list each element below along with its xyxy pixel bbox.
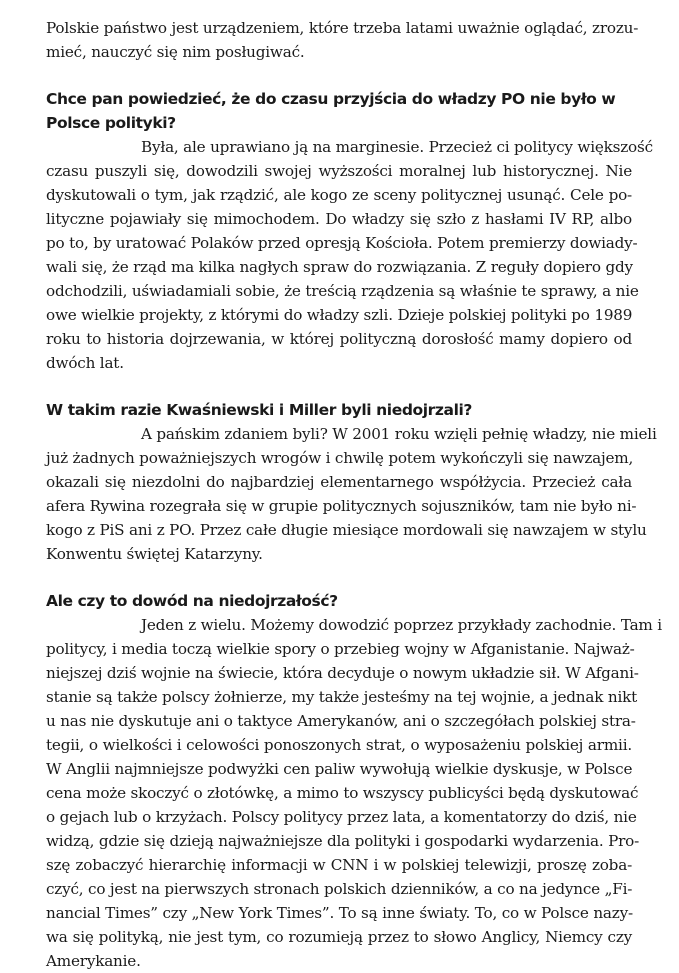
section-gap	[46, 64, 632, 87]
text-line: Konwentu świętej Katarzyny.	[46, 545, 263, 563]
text-line: czasu puszyli się, dowodzili swojej wyższości moralnej lub historycznej. Nie	[46, 162, 632, 180]
text-line: afera Rywina rozegrała się w grupie politycznych sojuszników, tam nie było ni-	[46, 497, 637, 515]
interview-question	[46, 398, 632, 422]
text-line: politycy, i media toczą wielkie spory o przebieg wojny w Afganistanie. Najważ-	[46, 640, 635, 658]
text-line: nancial Times” czy „New York Times”. To są inne światy. To, co w Polsce nazy-	[46, 904, 633, 922]
text-line: dwóch lat.	[46, 354, 124, 372]
section-gap	[46, 375, 632, 398]
text-line: wali się, że rząd ma kilka nagłych spraw do rozwiązania. Z reguły dopiero gdy	[46, 258, 633, 276]
text-line: po to, by uratować Polaków przed opresją Kościoła. Potem premierzy dowiady-	[46, 234, 638, 252]
text-line: lityczne pojawiały się mimochodem. Do władzy się szło z hasłami IV RP, albo	[46, 210, 632, 228]
text-line: Amerykanie.	[46, 952, 141, 970]
text-line: cena może skoczyć o złotówkę, a mimo to wszyscy publicyści będą dyskutować	[46, 784, 639, 802]
text-line: już żadnych poważniejszych wrogów i chwilę potem wykończyli się nawzajem,	[46, 449, 634, 467]
answer-paragraph	[46, 135, 653, 375]
text-line: szę zobaczyć hierarchię informacji w CNN i w polskiej telewizji, proszę zoba-	[46, 856, 632, 874]
text-line: mieć, nauczyć się nim posługiwać.	[46, 43, 305, 61]
interview-question	[46, 87, 632, 135]
text-line: u nas nie dyskutuje ani o taktyce Amerykanów, ani o szczegółach polskiej stra-	[46, 712, 636, 730]
text-line: czyć, co jest na pierwszych stronach polskich dzienników, a co na jedynce „Fi-	[46, 880, 633, 898]
book-page	[46, 16, 662, 973]
text-line: roku to historia dojrzewania, w której polityczną dorosłość mamy dopiero od	[46, 330, 632, 348]
text-line: owe wielkie projekty, z którymi do władzy szli. Dzieje polskiej polityki po 1989	[46, 306, 633, 324]
interview-question	[46, 589, 632, 613]
question-line: Ale czy to dowód na niedojrzałość?	[46, 592, 338, 610]
text-line: wa się polityką, nie jest tym, co rozumieją przez to słowo Anglicy, Niemcy czy	[46, 928, 632, 946]
text-line: niejszej dziś wojnie na świecie, która decyduje o nowym układzie sił. W Afgani-	[46, 664, 639, 682]
text-line: o gejach lub o krzyżach. Polscy politycy przez lata, a komentatorzy do dziś, nie	[46, 808, 637, 826]
text-line: odchodzili, uświadamiali sobie, że treścią rządzenia są właśnie te sprawy, a nie	[46, 282, 639, 300]
question-line: Polsce polityki?	[46, 114, 176, 132]
question-line: Chce pan powiedzieć, że do czasu przyjścia do władzy PO nie było w	[46, 90, 616, 108]
text-line: Polskie państwo jest urządzeniem, które trzeba latami uważnie oglądać, zrozu-	[46, 19, 639, 37]
text-line: widzą, gdzie się dzieją najważniejsze dla polityki i gospodarki wydarzenia. Pro-	[46, 832, 640, 850]
text-line: W Anglii najmniejsze podwyżki cen paliw wywołują wielkie dyskusje, w Polsce	[46, 760, 633, 778]
text-line: Była, ale uprawiano ją na marginesie. Przecież ci politycy większość	[141, 138, 653, 156]
text-line: kogo z PiS ani z PO. Przez całe długie miesiące mordowali się nawzajem w stylu	[46, 521, 647, 539]
question-line: W takim razie Kwaśniewski i Miller byli niedojrzali?	[46, 401, 473, 419]
text-line: Jeden z wielu. Możemy dowodzić poprzez przykłady zachodnie. Tam i	[141, 616, 662, 634]
answer-paragraph	[46, 422, 657, 566]
text-line: okazali się niezdolni do najbardziej elementarnego współżycia. Przecież cała	[46, 473, 632, 491]
section-gap	[46, 566, 632, 589]
text-line: stanie są także polscy żołnierze, my także jesteśmy na tej wojnie, a jednak nikt	[46, 688, 638, 706]
text-line: dyskutowali o tym, jak rządzić, ale kogo ze sceny politycznej usunąć. Cele po-	[46, 186, 632, 204]
text-line: A pańskim zdaniem byli? W 2001 roku wzięli pełnię władzy, nie mieli	[141, 425, 657, 443]
answer-paragraph	[46, 613, 662, 973]
answer-paragraph	[46, 16, 639, 64]
text-line: tegii, o wielkości i celowości ponoszonych strat, o wyposażeniu polskiej armii.	[46, 736, 632, 754]
